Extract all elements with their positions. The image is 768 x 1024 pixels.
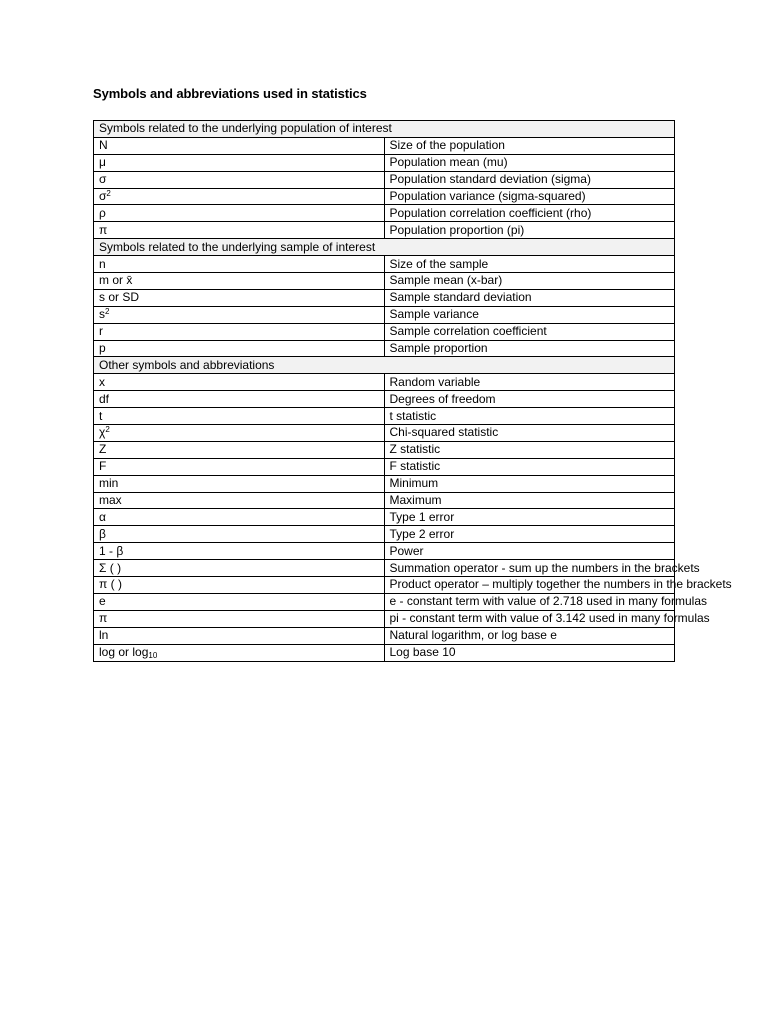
table-row bbox=[94, 222, 675, 239]
meaning-cell: Product operator – multiply together the numbers in the brackets bbox=[384, 577, 675, 594]
meaning-cell: Sample standard deviation bbox=[384, 289, 675, 306]
symbol-text: Z bbox=[99, 442, 107, 457]
meaning-cell: Z statistic bbox=[384, 441, 675, 458]
meaning-cell: Natural logarithm, or log base e bbox=[384, 627, 675, 644]
meaning-cell: F statistic bbox=[384, 458, 675, 475]
symbol-cell bbox=[94, 492, 385, 509]
table-row bbox=[94, 526, 675, 543]
symbol-text: α bbox=[99, 509, 106, 524]
table-row bbox=[94, 560, 675, 577]
symbol-cell bbox=[94, 543, 385, 560]
meaning-cell: Size of the population bbox=[384, 137, 675, 154]
symbol-text: ρ bbox=[99, 205, 106, 220]
symbol-cell bbox=[94, 627, 385, 644]
meaning-cell: Minimum bbox=[384, 475, 675, 492]
symbol-text: π bbox=[99, 222, 108, 237]
symbol-text: s bbox=[99, 307, 105, 322]
table-row bbox=[94, 289, 675, 306]
symbol-cell bbox=[94, 509, 385, 526]
table-row bbox=[94, 137, 675, 154]
table-row bbox=[94, 593, 675, 610]
symbol-cell bbox=[94, 610, 385, 627]
meaning-cell: Type 2 error bbox=[384, 526, 675, 543]
table-row bbox=[94, 408, 675, 425]
symbol-text: s or SD bbox=[99, 290, 140, 305]
symbol-cell bbox=[94, 171, 385, 188]
symbol-text: r bbox=[99, 324, 103, 339]
table-row bbox=[94, 306, 675, 323]
symbol-cell bbox=[94, 577, 385, 594]
meaning-cell: Sample correlation coefficient bbox=[384, 323, 675, 340]
meaning-cell: Degrees of freedom bbox=[384, 391, 675, 408]
symbol-cell bbox=[94, 593, 385, 610]
symbol-cell bbox=[94, 458, 385, 475]
symbol-text: σ bbox=[99, 189, 107, 203]
symbol-text: df bbox=[99, 391, 110, 406]
table-row bbox=[94, 543, 675, 560]
symbol-cell bbox=[94, 289, 385, 306]
meaning-cell: t statistic bbox=[384, 408, 675, 425]
table-row bbox=[94, 171, 675, 188]
symbol-superscript: 2 bbox=[105, 307, 110, 317]
symbol-text: m or x̄ bbox=[99, 273, 133, 288]
table-row bbox=[94, 458, 675, 475]
table-row bbox=[94, 273, 675, 290]
section-heading: Other symbols and abbreviations bbox=[94, 357, 675, 374]
symbol-text: σ bbox=[99, 172, 107, 187]
meaning-cell: Size of the sample bbox=[384, 256, 675, 273]
symbol-superscript: 2 bbox=[106, 189, 111, 198]
symbol-superscript: 2 bbox=[105, 425, 110, 435]
table-row bbox=[94, 323, 675, 340]
section-heading: Symbols related to the underlying population of interest bbox=[94, 121, 675, 138]
symbol-text: π ( ) bbox=[99, 577, 122, 592]
symbol-text: χ bbox=[99, 425, 106, 440]
symbol-text: ln bbox=[99, 628, 109, 643]
symbols-table bbox=[93, 120, 732, 662]
symbol-cell bbox=[94, 425, 385, 442]
table-row bbox=[94, 256, 675, 273]
table-row bbox=[94, 492, 675, 509]
symbol-cell bbox=[94, 222, 385, 239]
meaning-cell: Random variable bbox=[384, 374, 675, 391]
table-row bbox=[94, 509, 675, 526]
symbol-text: β bbox=[99, 526, 106, 541]
meaning-cell: Type 1 error bbox=[384, 509, 675, 526]
symbol-text: x bbox=[99, 374, 105, 389]
meaning-cell: Sample mean (x-bar) bbox=[384, 273, 675, 290]
symbol-cell bbox=[94, 273, 385, 290]
symbol-text: log or log bbox=[99, 645, 149, 660]
symbol-cell bbox=[94, 205, 385, 222]
table-row bbox=[94, 391, 675, 408]
meaning-cell: Chi-squared statistic bbox=[384, 425, 675, 442]
table-row bbox=[94, 441, 675, 458]
section-header-row bbox=[94, 121, 675, 138]
meaning-cell: Population proportion (pi) bbox=[384, 222, 675, 239]
meaning-cell: Sample variance bbox=[384, 306, 675, 323]
symbol-subscript: 10 bbox=[148, 651, 158, 661]
symbol-text: 1 - β bbox=[99, 543, 124, 558]
symbol-text: F bbox=[99, 459, 107, 474]
meaning-cell: Population mean (mu) bbox=[384, 154, 675, 171]
symbol-cell bbox=[94, 137, 385, 154]
table-row bbox=[94, 610, 675, 627]
symbol-cell bbox=[94, 475, 385, 492]
symbol-cell bbox=[94, 560, 385, 577]
table-row bbox=[94, 627, 675, 644]
meaning-cell: Population standard deviation (sigma) bbox=[384, 171, 675, 188]
meaning-cell: e - constant term with value of 2.718 used in many formulas bbox=[384, 593, 675, 610]
symbol-cell bbox=[94, 188, 385, 205]
page-title: Symbols and abbreviations used in statistics bbox=[93, 86, 367, 101]
symbol-text: min bbox=[99, 476, 119, 491]
meaning-cell: Summation operator - sum up the numbers in the brackets bbox=[384, 560, 675, 577]
symbol-cell bbox=[94, 391, 385, 408]
symbol-cell bbox=[94, 374, 385, 391]
symbol-cell bbox=[94, 526, 385, 543]
table-row bbox=[94, 644, 675, 661]
table-row bbox=[94, 154, 675, 171]
symbol-cell bbox=[94, 340, 385, 357]
table-row bbox=[94, 374, 675, 391]
symbols-table-body bbox=[94, 121, 732, 662]
section-heading: Symbols related to the underlying sample of interest bbox=[94, 239, 675, 256]
meaning-cell: Maximum bbox=[384, 492, 675, 509]
symbol-text: p bbox=[99, 341, 106, 356]
meaning-cell: Population correlation coefficient (rho) bbox=[384, 205, 675, 222]
table-row bbox=[94, 188, 675, 205]
symbol-text: e bbox=[99, 594, 106, 609]
symbol-cell bbox=[94, 154, 385, 171]
symbol-cell bbox=[94, 644, 385, 661]
table-row bbox=[94, 340, 675, 357]
meaning-cell: Log base 10 bbox=[384, 644, 675, 661]
symbol-text: π bbox=[99, 611, 108, 626]
symbol-text: Σ ( ) bbox=[99, 560, 122, 575]
table-row bbox=[94, 425, 675, 442]
table-row bbox=[94, 577, 675, 594]
meaning-cell: Sample proportion bbox=[384, 340, 675, 357]
section-header-row bbox=[94, 357, 675, 374]
symbol-text: μ bbox=[99, 155, 106, 170]
table-row bbox=[94, 205, 675, 222]
table-row bbox=[94, 475, 675, 492]
symbol-text: max bbox=[99, 493, 122, 508]
symbol-text: N bbox=[99, 138, 108, 153]
symbol-cell bbox=[94, 306, 385, 323]
meaning-cell: Power bbox=[384, 543, 675, 560]
symbol-cell bbox=[94, 441, 385, 458]
meaning-cell: Population variance (sigma-squared) bbox=[384, 188, 675, 205]
symbol-cell bbox=[94, 256, 385, 273]
symbol-cell bbox=[94, 323, 385, 340]
symbol-text: t bbox=[99, 408, 103, 423]
symbol-cell bbox=[94, 408, 385, 425]
meaning-cell: pi - constant term with value of 3.142 used in many formulas bbox=[384, 610, 675, 627]
symbol-text: n bbox=[99, 256, 106, 271]
section-header-row bbox=[94, 239, 675, 256]
